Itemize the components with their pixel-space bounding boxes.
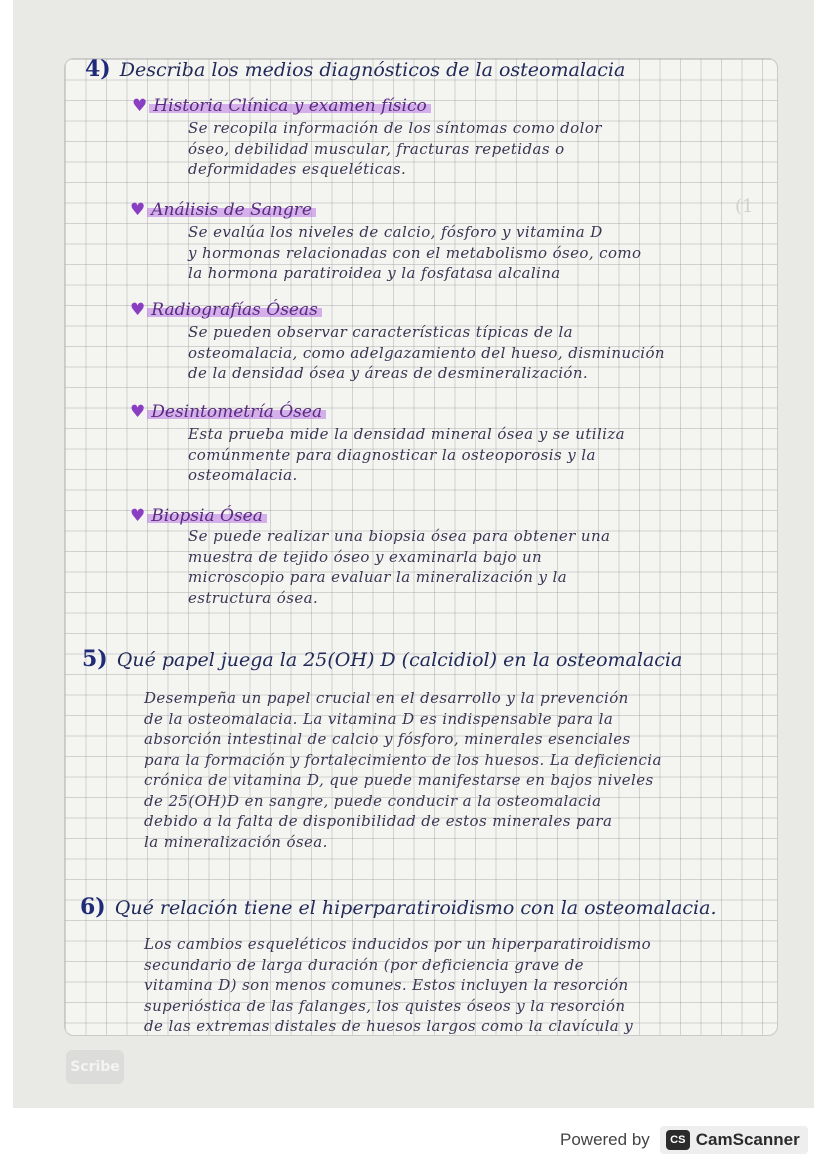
text-line: muestra de tejido óseo y examinarla bajo un (188, 547, 543, 566)
text-line: de la densidad ósea y áreas de desmineralización. (188, 364, 589, 382)
subheading-analisis-sangre: ♥ Análisis de Sangre (130, 200, 316, 220)
scribe-watermark: Scribe (66, 1050, 124, 1084)
bullet-icon: ♥ (130, 506, 146, 526)
paragraph-analisis-sangre (188, 222, 641, 284)
question-text: Qué papel juega la 25(OH) D (calcidiol) en la osteomalacia (116, 649, 683, 671)
camscanner-logo-icon: CS (666, 1130, 690, 1150)
text-line: osteomalacia, como adelgazamiento del hueso, disminución (188, 343, 665, 362)
text-line: Se puede realizar una biopsia ósea para obtener una (188, 527, 611, 545)
question-5-title (82, 646, 682, 672)
text-line: óseo, debilidad muscular, fracturas repetidas o (188, 139, 565, 158)
text-line: y hormonas relacionadas con el metabolismo óseo, como (188, 243, 642, 262)
text-line: Se recopila información de los síntomas como dolor (188, 119, 602, 137)
subheading-historia-clinica: ♥ Historia Clínica y examen físico (132, 96, 431, 116)
text-line: comúnmente para diagnosticar la osteoporosis y la (188, 445, 596, 464)
text-line: Se evalúa los niveles de calcio, fósforo y vitamina D (188, 223, 603, 241)
text-line: microscopio para evaluar la mineralización y la (188, 568, 568, 586)
text-line: la hormona paratiroidea y la fosfatasa alcalina (188, 264, 561, 282)
question-text: Describa los medios diagnósticos de la osteomalacia (119, 59, 626, 81)
text-line: secundario de larga duración (por deficiencia grave de (144, 955, 584, 974)
text-line: crónica de vitamina D, que puede manifestarse en bajos niveles (144, 771, 654, 789)
text-line: de 25(OH)D en sangre, puede conducir a la osteomalacia (144, 791, 602, 810)
powered-by-label: Powered by (560, 1130, 650, 1149)
paragraph-biopsia (188, 526, 610, 608)
text-line: Se pueden observar características típicas de la (188, 323, 573, 341)
bullet-icon: ♥ (132, 96, 148, 116)
bullet-icon: ♥ (130, 402, 146, 422)
bullet-icon: ♥ (130, 300, 146, 320)
question-number: 4) (85, 56, 111, 82)
text-line: de las extremas distales de huesos largos como la clavícula y (144, 1017, 634, 1035)
margin-mark: (1 (735, 196, 754, 217)
text-line: deformidades esqueléticas. (188, 160, 407, 178)
paragraph-desintometria (188, 424, 625, 486)
subheading-biopsia: ♥ Biopsia Ósea (130, 506, 267, 526)
question-text: Qué relación tiene el hiperparatiroidismo con la osteomalacia. (114, 897, 717, 919)
text-line: Desempeña un papel crucial en el desarrollo y la prevención (144, 689, 629, 707)
question-number: 5) (82, 646, 108, 672)
text-line: estructura ósea. (188, 588, 319, 607)
text-line: Los cambios esqueléticos inducidos por un hiperparatiroidismo (144, 935, 652, 953)
text-line: de la osteomalacia. La vitamina D es indispensable para la (144, 709, 614, 728)
camscanner-badge (660, 1126, 808, 1154)
text-line: para la formación y fortalecimiento de los huesos. La deficiencia (144, 750, 662, 769)
question-6-title (80, 894, 717, 920)
text-line: la mineralización ósea. (144, 832, 328, 851)
camscanner-footer (560, 1125, 808, 1155)
camscanner-brand: CamScanner (695, 1130, 800, 1149)
text-line: osteomalacia. (188, 466, 298, 484)
text-line: vitamina D) son menos comunes. Estos incluyen la resorción (144, 976, 629, 994)
paragraph-historia-clinica (188, 118, 602, 180)
paragraph-calcidiol (144, 688, 662, 852)
subheading-radiografias: ♥ Radiografías Óseas (130, 300, 322, 320)
question-number: 6) (80, 894, 106, 920)
subheading-desintometria: ♥ Desintometría Ósea (130, 402, 326, 422)
paragraph-radiografias (188, 322, 665, 384)
paragraph-hiperparatiroidismo (144, 934, 651, 1037)
question-4-title (85, 56, 625, 82)
text-line: superióstica de las falanges, los quistes óseos y la resorción (144, 996, 626, 1015)
text-line: Esta prueba mide la densidad mineral ósea y se utiliza (188, 425, 626, 443)
text-line: absorción intestinal de calcio y fósforo, minerales esenciales (144, 730, 631, 748)
bullet-icon: ♥ (130, 200, 146, 220)
text-line: debido a la falta de disponibilidad de estos minerales para (144, 812, 613, 830)
